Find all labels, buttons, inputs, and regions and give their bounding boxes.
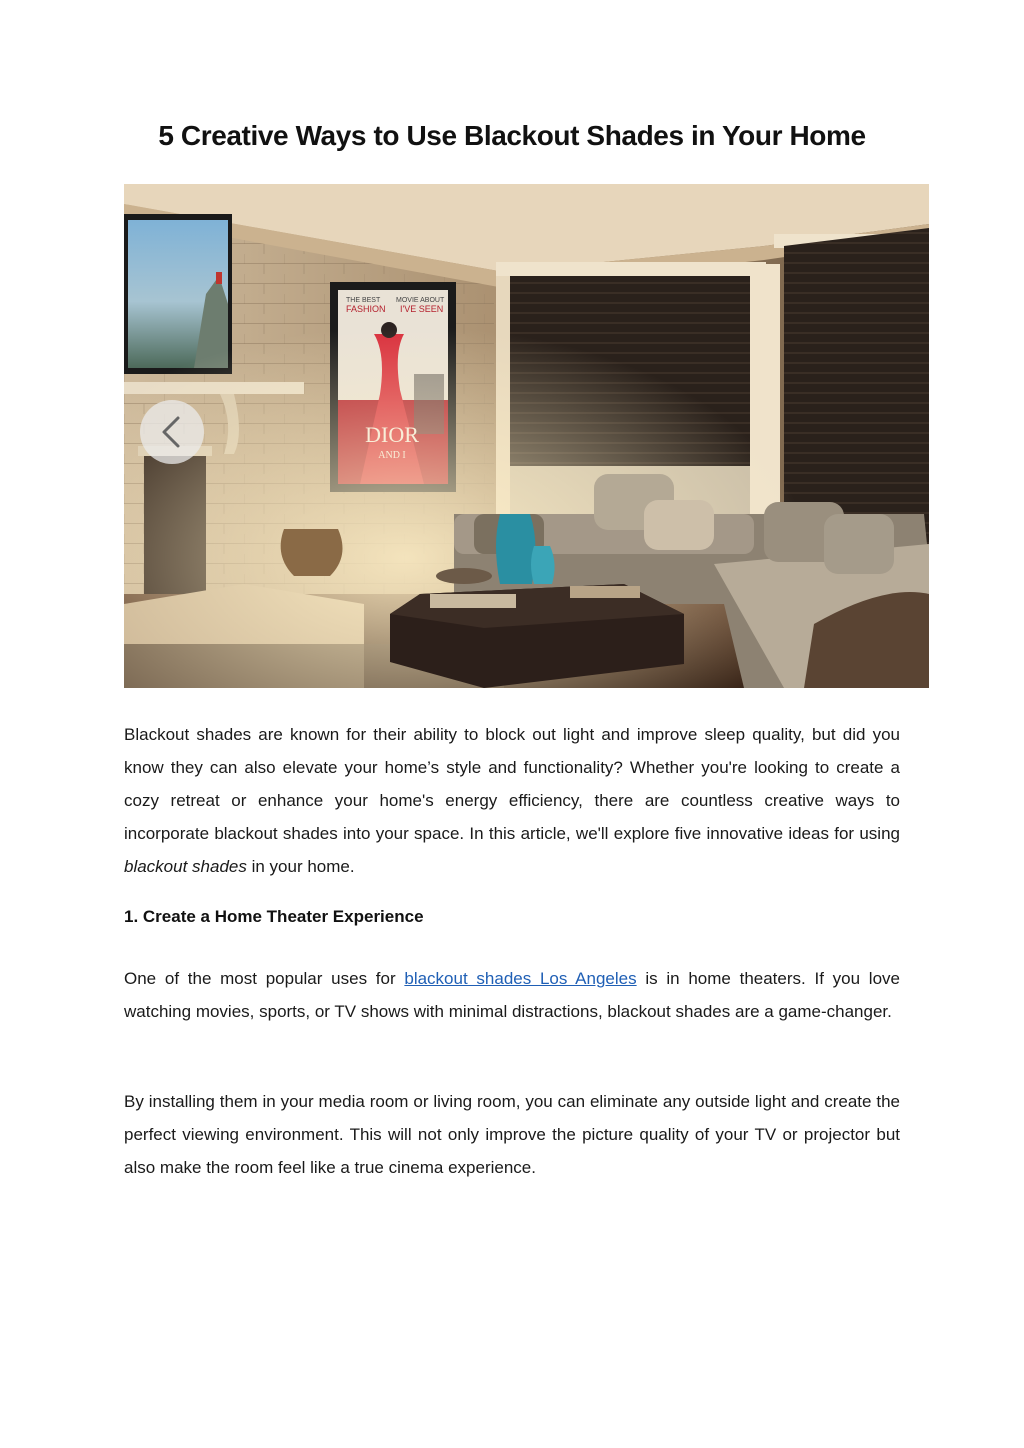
intro-emphasis: blackout shades — [124, 857, 247, 876]
page-title: 5 Creative Ways to Use Blackout Shades in Your Home — [158, 120, 866, 151]
intro-text: Blackout shades are known for their ability to block out light and improve sleep quality, but did you know they can also elevate your home’s style and functionality? Whether you're looking to create a cozy retreat or enhance your home's energy efficiency, there are countless creative ways to incorporate blackout shades into your space. In this article, we'll explore five innovative ideas for using — [124, 725, 900, 843]
living-room-photo — [124, 184, 929, 688]
section1-p1-text-end: is in home theaters. If you love watching movies, sports, or TV shows with minimal distractions, blackout shades are a game-changer. — [124, 969, 900, 1021]
intro-text-end: in your home. — [246, 857, 355, 876]
intro-paragraph — [124, 718, 900, 883]
section-heading-1: 1. Create a Home Theater Experience — [124, 907, 424, 926]
blackout-shades-link[interactable]: blackout shades Los Angeles — [404, 969, 637, 988]
hero-image — [124, 184, 929, 688]
section1-paragraph-2: By installing them in your media room or living room, you can eliminate any outside light and create the perfect viewing environment. This will not only improve the picture quality of your TV or projector but also make the room feel like a true cinema experience. — [124, 1092, 900, 1177]
carousel-prev-button[interactable] — [140, 400, 204, 464]
chevron-left-icon — [140, 400, 204, 464]
section1-paragraph-1 — [124, 962, 900, 1028]
section1-p1-text: One of the most popular uses for — [124, 969, 405, 988]
